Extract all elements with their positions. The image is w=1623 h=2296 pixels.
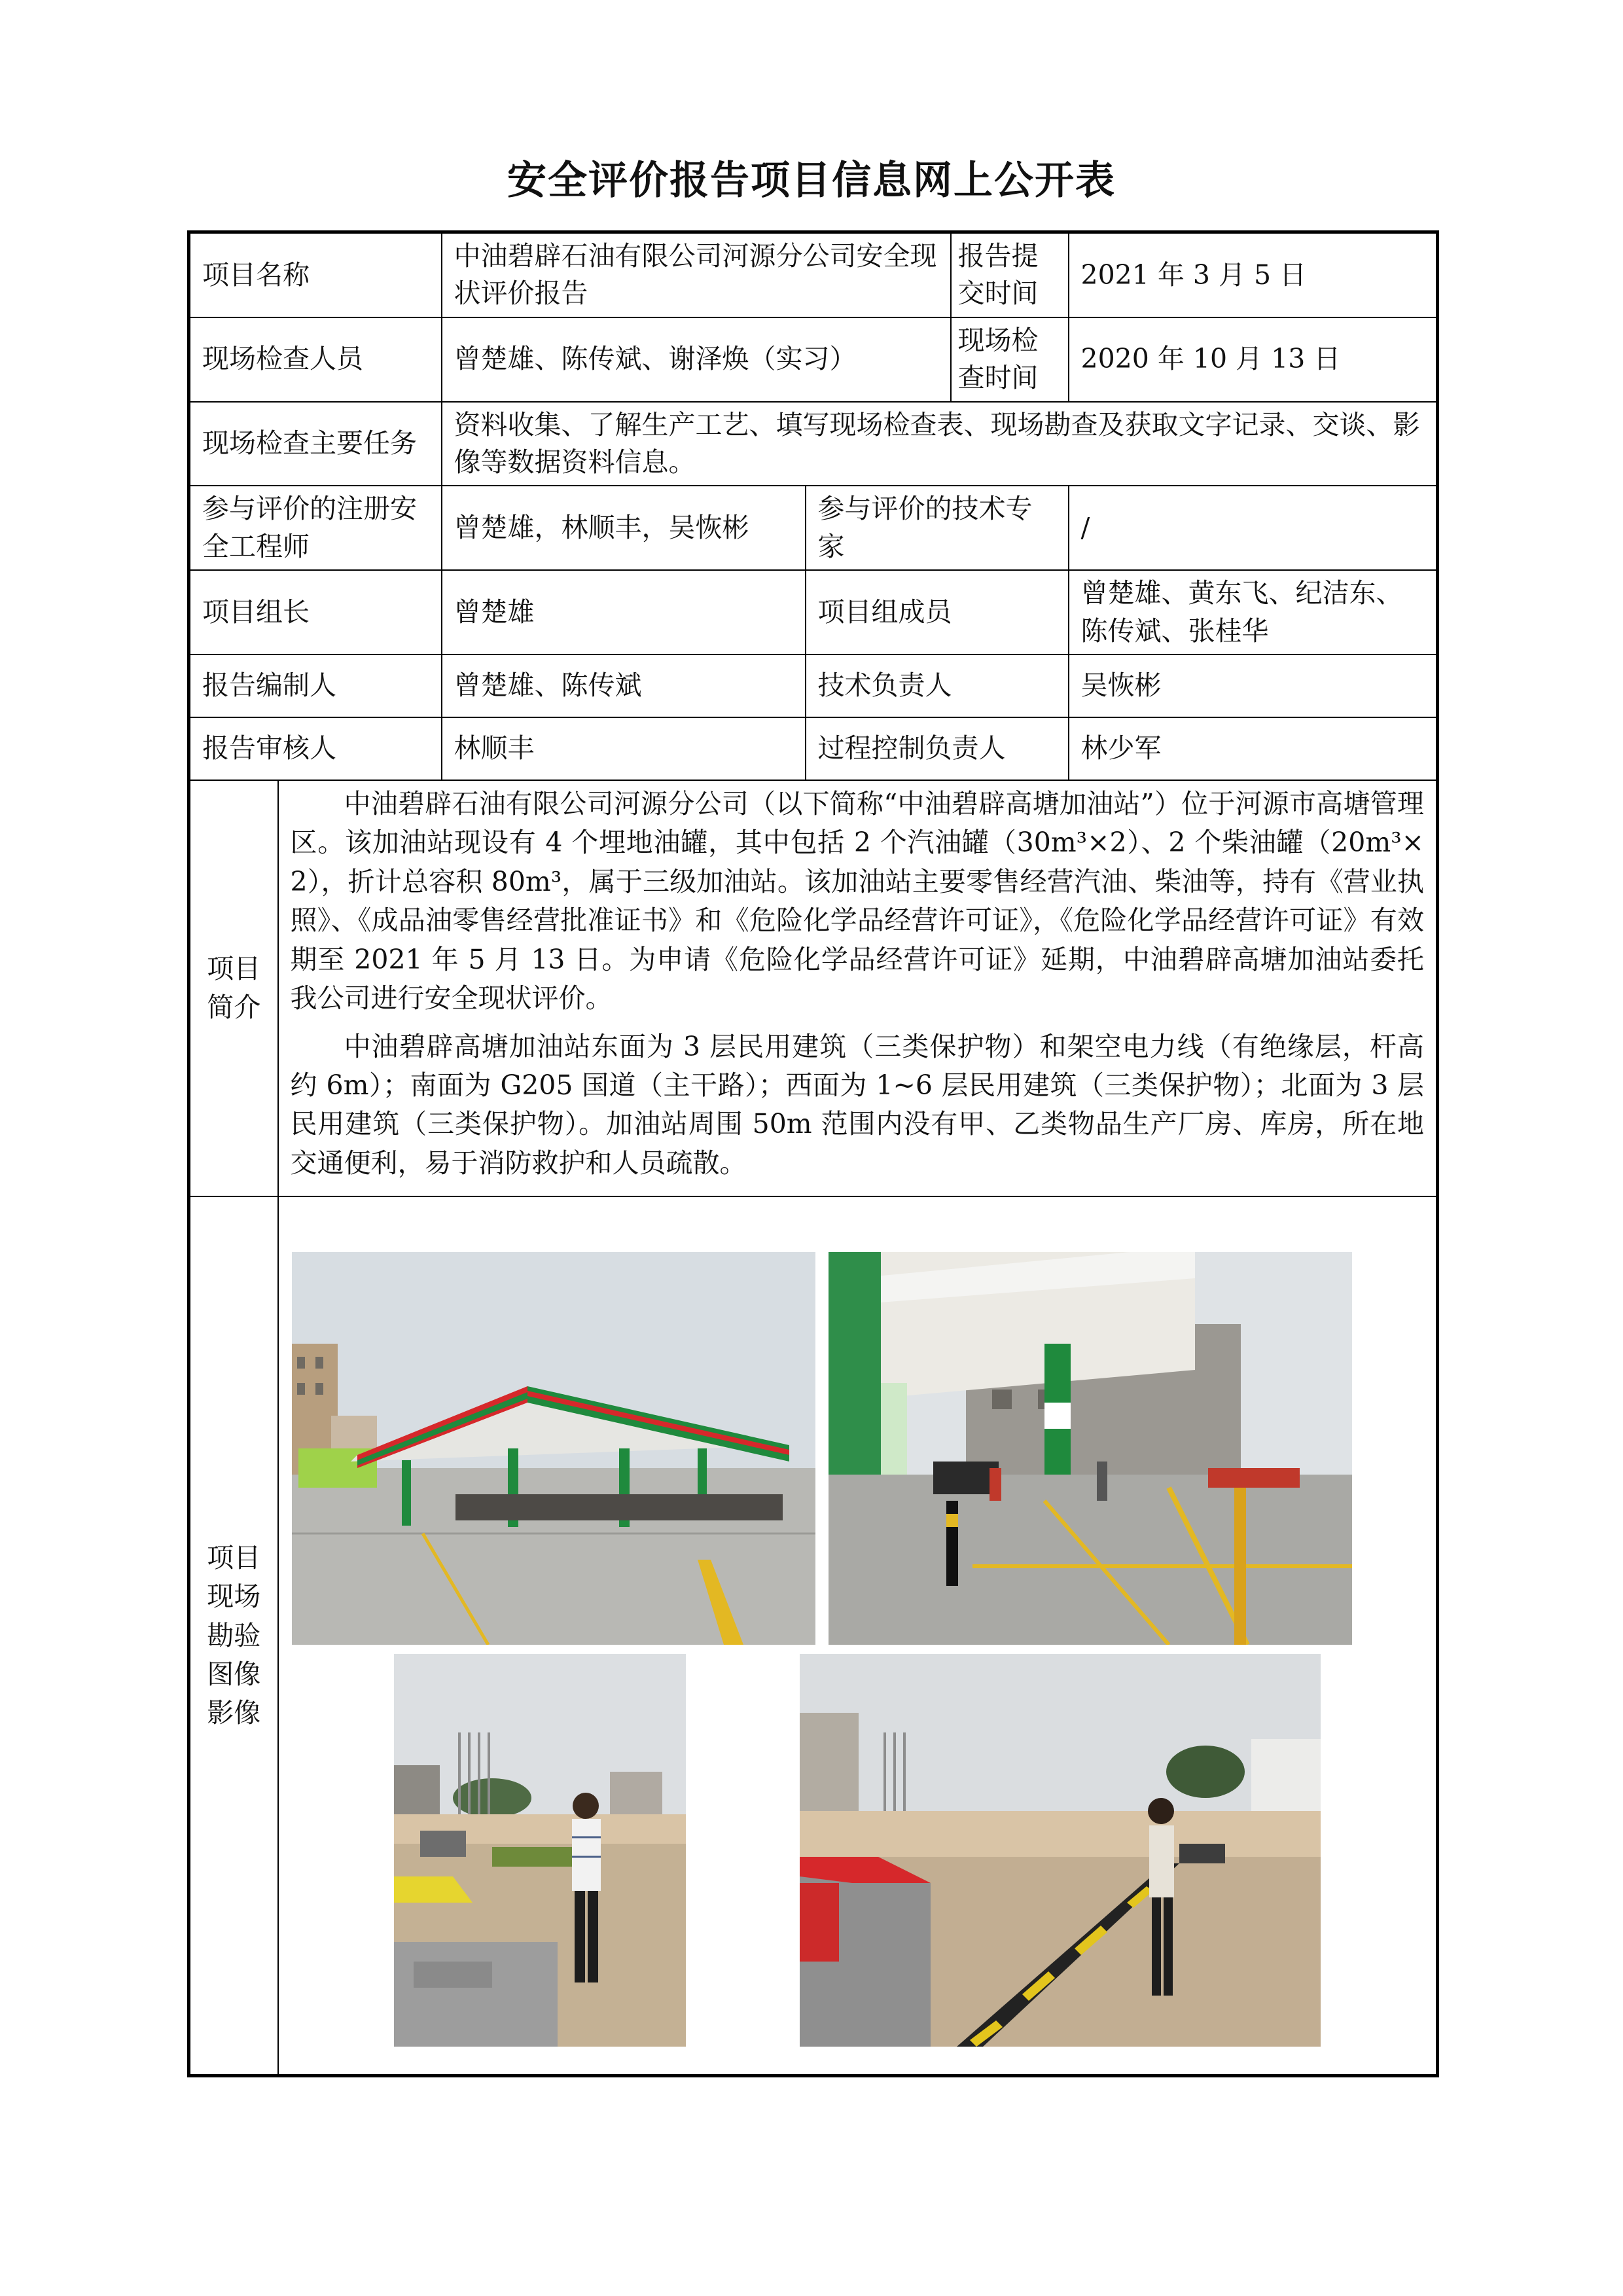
inspectors-value: 曾楚雄、陈传斌、谢泽焕（实习） bbox=[442, 317, 951, 402]
site-photo-inspector-vent bbox=[394, 1654, 686, 2047]
intro-paragraph-1: 中油碧辟石油有限公司河源分公司（以下简称“中油碧辟高塘加油站”）位于河源市高塘管理区。该加油站现设有 4 个埋地油罐，其中包括 2 个汽油罐（30m³×2）、2 个柴油罐（20m³×2），折计总容积 80m³，属于三级加油站。该加油站主要零售经营汽油、柴油等，持有《营业执照》、《成品油零售经营批准证书》和《危险化学品经营许可证》，《危险化学品经营许可证》有效期至 2021 年 5 月 13 日。为申请《危险化学品经营许可证》延期，中油碧辟高塘加油站委托我公司进行安全现状评价。 bbox=[290, 787, 1424, 1014]
info-table bbox=[187, 230, 1439, 2077]
photos-cell bbox=[278, 1196, 1438, 2076]
tasks-label: 现场检查主要任务 bbox=[189, 402, 442, 486]
photos-label bbox=[189, 1196, 278, 2076]
leader-value: 曾楚雄 bbox=[442, 570, 806, 655]
reviewer-label: 报告审核人 bbox=[189, 717, 442, 780]
photos-label-text: 项目现场勘验图像影像 bbox=[207, 1541, 261, 1729]
site-photo-inspector-tank bbox=[800, 1654, 1321, 2047]
compiler-label: 报告编制人 bbox=[189, 655, 442, 717]
submit-time-value: 2021 年 3 月 5 日 bbox=[1069, 232, 1438, 317]
engineers-value: 曾楚雄，林顺丰，吴恢彬 bbox=[442, 486, 806, 570]
process-lead-value: 林少军 bbox=[1069, 717, 1438, 780]
inspect-time-value: 2020 年 10 月 13 日 bbox=[1069, 317, 1438, 402]
page-title: 安全评价报告项目信息网上公开表 bbox=[507, 158, 1116, 204]
engineers-label: 参与评价的注册安全工程师 bbox=[189, 486, 442, 570]
project-name-value: 中油碧辟石油有限公司河源分公司安全现状评价报告 bbox=[442, 232, 951, 317]
process-lead-label: 过程控制负责人 bbox=[806, 717, 1069, 780]
intro-content bbox=[278, 780, 1438, 1196]
inspectors-label: 现场检查人员 bbox=[189, 317, 442, 402]
members-label: 项目组成员 bbox=[806, 570, 1069, 655]
submit-time-label: 报告提交时间 bbox=[951, 232, 1069, 317]
intro-label-text: 项目简介 bbox=[207, 952, 261, 1024]
compiler-value: 曾楚雄、陈传斌 bbox=[442, 655, 806, 717]
intro-label bbox=[189, 780, 278, 1196]
reviewer-value: 林顺丰 bbox=[442, 717, 806, 780]
experts-value: / bbox=[1069, 486, 1438, 570]
inspect-time-label: 现场检查时间 bbox=[951, 317, 1069, 402]
leader-label: 项目组长 bbox=[189, 570, 442, 655]
members-value: 曾楚雄、黄东飞、纪洁东、陈传斌、张桂华 bbox=[1069, 570, 1438, 655]
tech-lead-value: 吴恢彬 bbox=[1069, 655, 1438, 717]
intro-paragraph-2: 中油碧辟高塘加油站东面为 3 层民用建筑（三类保护物）和架空电力线（有绝缘层，杆高约 6m）；南面为 G205 国道（主干路）；西面为 1~6 层民用建筑（三类保护物）；北面为 3 层民用建筑（三类保护物）。加油站周围 50m 范围内没有甲、乙类物品生产厂房、库房，所在地交通便利，易于消防救护和人员疏散。 bbox=[290, 1030, 1424, 1179]
site-photo-canopy bbox=[292, 1252, 815, 1645]
project-name-label: 项目名称 bbox=[189, 232, 442, 317]
tasks-value: 资料收集、了解生产工艺、填写现场检查表、现场勘查及获取文字记录、交谈、影像等数据资料信息。 bbox=[442, 402, 1438, 486]
experts-label: 参与评价的技术专家 bbox=[806, 486, 1069, 570]
tech-lead-label: 技术负责人 bbox=[806, 655, 1069, 717]
site-photo-dispenser bbox=[829, 1252, 1352, 1645]
